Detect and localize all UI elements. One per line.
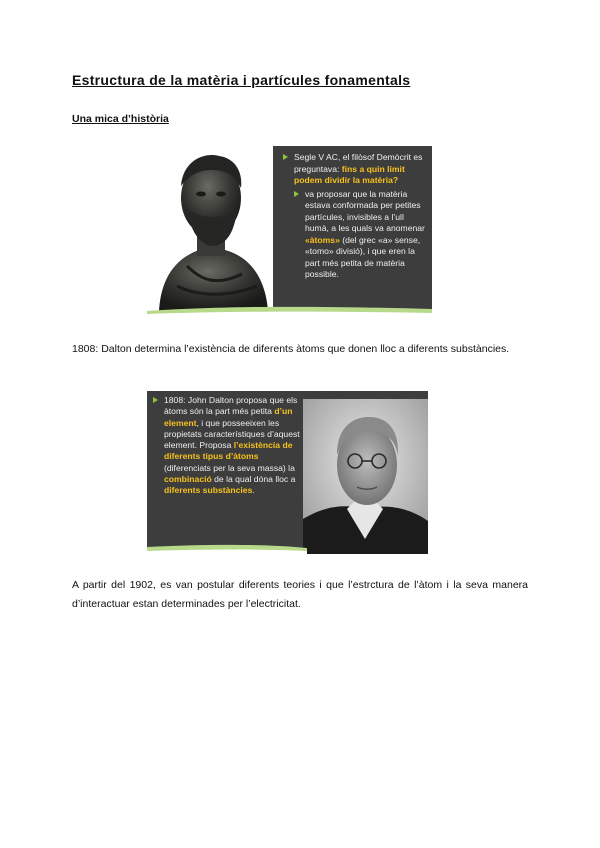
paragraph-dalton: 1808: Dalton determina l’existència de diferents àtoms que donen lloc a diferents substàncies. xyxy=(72,343,510,355)
dalton-portrait-image xyxy=(303,399,428,554)
bullet-arrow-icon xyxy=(153,397,158,403)
bullet-text: , i que posseeixen les propietats característiques d’aquest element. Proposa xyxy=(164,417,300,451)
democritus-slide-text xyxy=(283,152,427,281)
bullet-arrow-icon xyxy=(294,191,299,197)
bullet-highlight: combinació xyxy=(164,474,212,485)
slide-bullet xyxy=(153,395,303,497)
bullet-text: . xyxy=(252,485,255,496)
bullet-text: Segle V AC, el filòsof Demòcrit es preguntava: xyxy=(294,152,423,174)
slide-bullet xyxy=(283,152,427,187)
slide-decoration xyxy=(147,305,432,317)
section-heading: Una mica d’història xyxy=(72,113,169,125)
democritus-bust-image xyxy=(147,146,273,317)
bullet-highlight: l’existència de diferents tipus d’àtoms xyxy=(164,440,293,462)
bullet-text: de la qual dóna lloc a xyxy=(211,474,296,485)
dalton-slide-text xyxy=(153,395,303,497)
bullet-text: 1808: John Dalton proposa que els àtoms són la part més petita xyxy=(164,395,298,417)
dalton-slide xyxy=(147,391,428,554)
bullet-text: (diferenciats per la seva massa) la xyxy=(164,462,295,473)
slide-sub-bullet xyxy=(283,189,427,281)
democritus-slide xyxy=(147,146,432,317)
bullet-highlight: «àtoms» xyxy=(305,234,340,245)
bullet-highlight: diferents substàncies xyxy=(164,485,253,496)
paragraph-electricity: A partir del 1902, es van postular diferents teories i que l’estrctura de l’àtom i la seva manera d’interactuar estan determinades per l’electricitat. xyxy=(72,579,528,610)
bullet-highlight: d’un element xyxy=(164,406,293,428)
bullet-text: va proposar que la matèria estava conformada per petites partícules, invisibles a l’ull humà, a les quals va anomenar xyxy=(305,188,425,233)
bullet-highlight: fins a quin límit podem dividir la matèria? xyxy=(294,163,405,185)
document-title: Estructura de la matèria i partícules fonamentals xyxy=(72,72,411,88)
bullet-text: (del grec «a» sense, «tomo» divisió), i que eren la part més petita de matèria possible. xyxy=(305,234,421,279)
slide-decoration xyxy=(147,542,428,554)
bullet-arrow-icon xyxy=(283,154,288,160)
